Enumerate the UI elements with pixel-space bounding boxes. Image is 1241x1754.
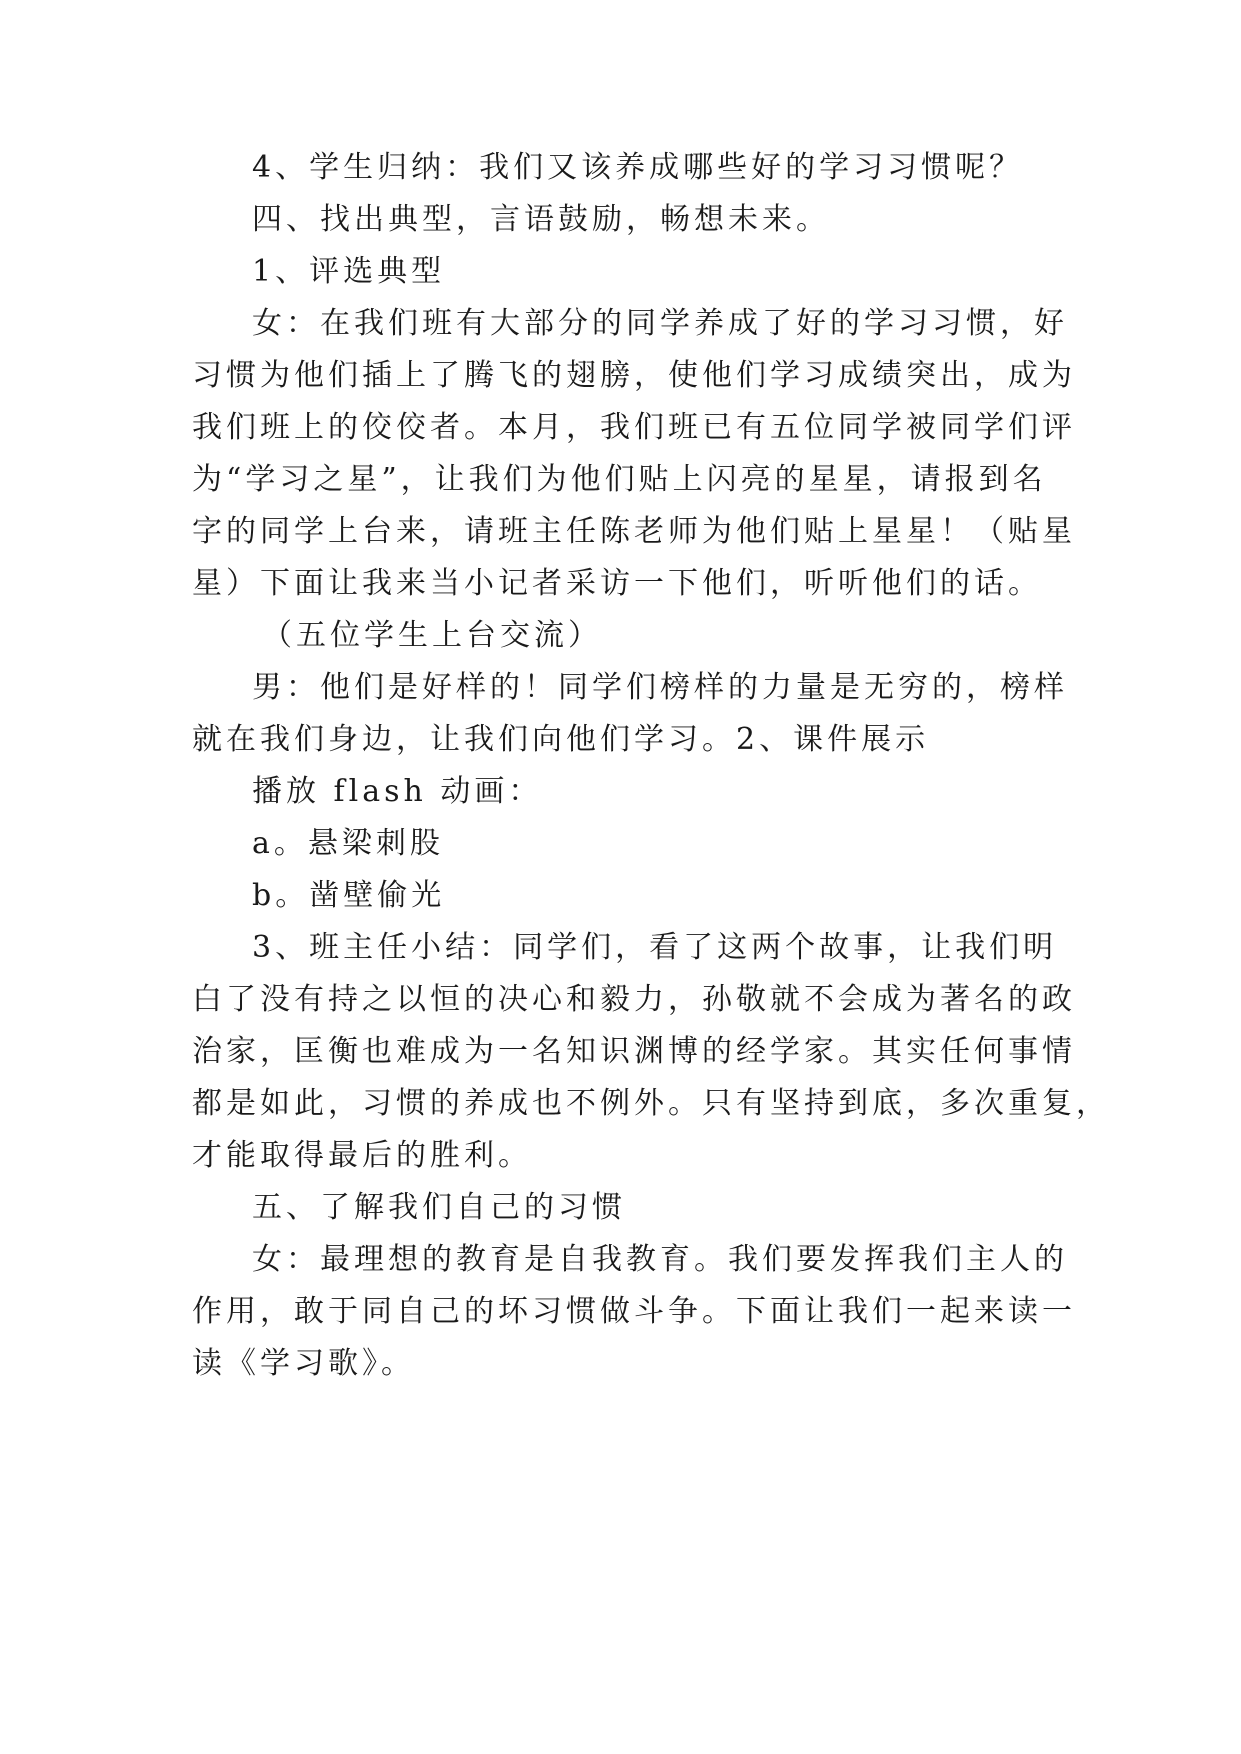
paragraph-line: 读《学习歌》。 [192,1346,415,1381]
paragraph-line: 习惯为他们插上了腾飞的翅膀，使他们学习成绩突出，成为 [192,358,1076,393]
paragraph-line: a。悬梁刺股 [252,826,444,861]
paragraph-line: 4、学生归纳：我们又该养成哪些好的学习习惯呢？ [252,150,1024,185]
paragraph-line: 为“学习之星”，让我们为他们贴上闪亮的星星，请报到名 [192,462,1047,497]
paragraph-line: 3、班主任小结：同学们，看了这两个故事，让我们明 [252,930,1058,965]
paragraph-line: 女：最理想的教育是自我教育。我们要发挥我们主人的 [252,1242,1068,1277]
section-heading: 五、了解我们自己的习惯 [252,1190,626,1225]
paragraph-line: b。凿壁偷光 [252,878,446,913]
paragraph-line: 才能取得最后的胜利。 [192,1138,532,1173]
paragraph-line: 都是如此，习惯的养成也不例外。只有坚持到底，多次重复， [192,1086,1110,1121]
paragraph-line: 播放 flash 动画： [252,774,543,809]
paragraph-line: 字的同学上台来，请班主任陈老师为他们贴上星星！（贴星 [192,514,1076,549]
paragraph-line: 作用，敢于同自己的坏习惯做斗争。下面让我们一起来读一 [192,1294,1076,1329]
paragraph-line: 四、找出典型，言语鼓励，畅想未来。 [252,202,830,237]
paragraph-line: 治家，匡衡也难成为一名知识渊博的经学家。其实任何事情 [192,1034,1076,1069]
paragraph-line: 1、评选典型 [252,254,446,289]
paragraph-line: 男：他们是好样的！同学们榜样的力量是无穷的，榜样 [252,670,1068,705]
paragraph-line: 女：在我们班有大部分的同学养成了好的学习习惯，好 [252,306,1068,341]
paragraph-line: 星）下面让我来当小记者采访一下他们，听听他们的话。 [192,566,1042,601]
paragraph-line: 白了没有持之以恒的决心和毅力，孙敬就不会成为著名的政 [192,982,1076,1017]
paragraph-line: 就在我们身边，让我们向他们学习。2、课件展示 [192,722,930,757]
paragraph-line: 我们班上的佼佼者。本月，我们班已有五位同学被同学们评 [192,410,1076,445]
paragraph-line: （五位学生上台交流） [262,618,602,653]
